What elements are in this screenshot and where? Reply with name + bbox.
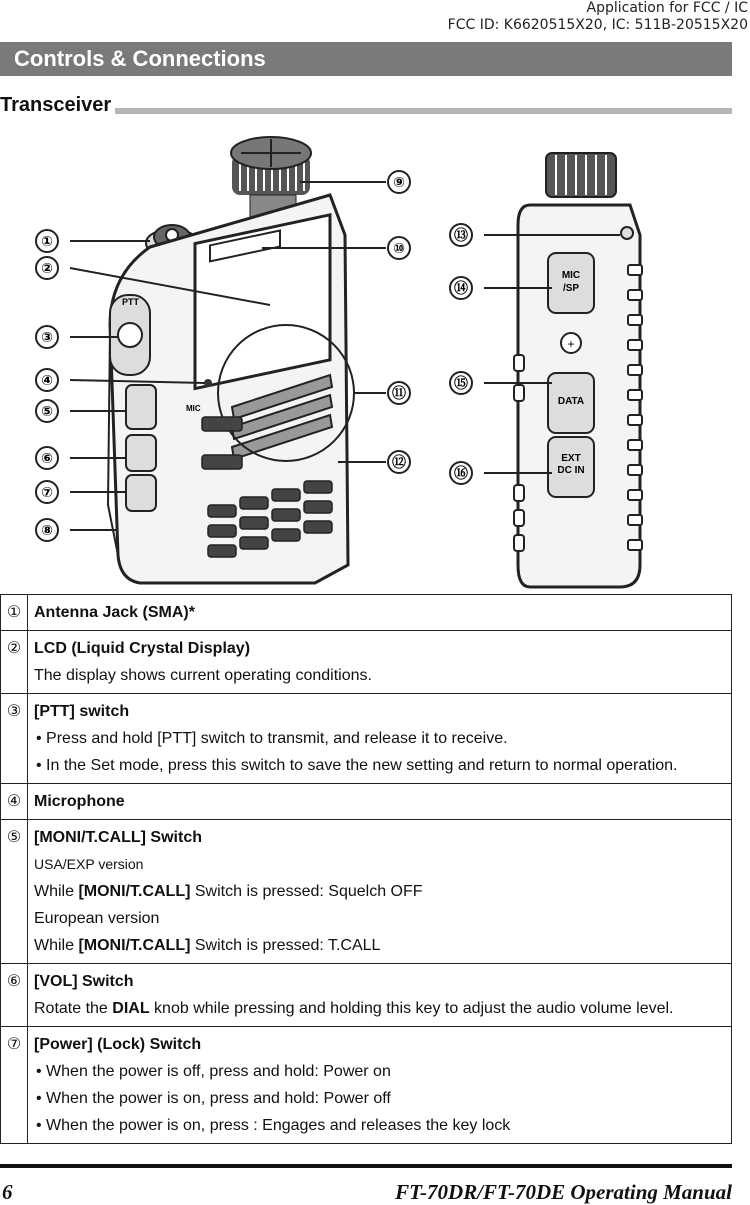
jack-ext-label-1: EXT — [561, 453, 581, 464]
table-row — [1, 595, 732, 631]
row-number: ④ — [1, 784, 28, 820]
row-number: ① — [1, 595, 28, 631]
jack-data-label: DATA — [557, 396, 585, 407]
callout-6: ⑥ — [41, 451, 53, 467]
callout-10: ⑩ — [393, 241, 405, 257]
callout-16: ⑯ — [454, 466, 468, 482]
table-row — [1, 1027, 732, 1144]
table-row — [1, 631, 732, 694]
section-banner — [0, 42, 732, 76]
row-bullet: • When the power is on, press : Engages and releases the key lock — [34, 1112, 725, 1139]
parts-table — [0, 594, 732, 1144]
table-row — [1, 694, 732, 784]
row-bullet: • Press and hold [PTT] switch to transmit, and release it to receive. — [34, 725, 725, 752]
row-title: [VOL] Switch — [34, 973, 134, 990]
row-number: ③ — [1, 694, 28, 784]
footer-rule — [0, 1164, 732, 1168]
callout-7: ⑦ — [41, 485, 53, 501]
manual-title: FT-70DR/FT-70DE Operating Manual — [395, 1180, 732, 1204]
row-title: LCD (Liquid Crystal Display) — [34, 640, 251, 657]
row-number: ⑦ — [1, 1027, 28, 1144]
row-title: [MONI/T.CALL] Switch — [34, 829, 202, 846]
row-number: ⑥ — [1, 964, 28, 1027]
table-row — [1, 784, 732, 820]
row-bullet: • In the Set mode, press this switch to save the new setting and return to normal operation. — [34, 752, 725, 779]
fcc-line-2: FCC ID: K6620515X20, IC: 511B-20515X20 — [447, 17, 748, 33]
table-row — [1, 820, 732, 964]
row-number: ② — [1, 631, 28, 694]
callout-4: ④ — [41, 373, 53, 389]
callout-11: ⑪ — [392, 386, 406, 402]
callout-3: ③ — [41, 330, 53, 346]
fcc-line-1: Application for FCC / IC — [586, 0, 748, 16]
transceiver-illustration — [0, 125, 750, 595]
side-view — [514, 153, 642, 587]
row-version-label: USA/EXP version — [34, 856, 144, 872]
svg-text:+: + — [567, 337, 575, 351]
row-version-label: European version — [34, 910, 160, 927]
jack-mic-label-2: /SP — [562, 283, 580, 294]
callout-1: ① — [41, 234, 53, 250]
row-text: While [MONI/T.CALL] Switch is pressed: T.CALL — [34, 937, 381, 954]
jack-mic-label-1: MIC — [561, 270, 581, 281]
row-text: While [MONI/T.CALL] Switch is pressed: Squelch OFF — [34, 883, 423, 900]
row-title: [PTT] switch — [34, 703, 130, 720]
jack-ext-label-2: DC IN — [557, 465, 585, 476]
section-title: Controls & Connections — [14, 46, 266, 71]
row-bullet: • When the power is off, press and hold: Power on — [34, 1058, 725, 1085]
callout-9: ⑨ — [393, 175, 405, 191]
callout-14: ⑭ — [454, 281, 468, 297]
row-text: Rotate the DIAL knob while pressing and holding this key to adjust the audio volume level. — [34, 1000, 674, 1017]
row-number: ⑤ — [1, 820, 28, 964]
row-bullet: • When the power is on, press and hold: Power off — [34, 1085, 725, 1112]
callout-15: ⑮ — [454, 376, 468, 392]
table-row — [1, 964, 732, 1027]
row-title: Microphone — [34, 793, 125, 810]
page-number: 6 — [2, 1180, 13, 1204]
subsection-heading — [0, 94, 732, 118]
row-title: Antenna Jack (SMA)* — [34, 604, 195, 621]
callout-2: ② — [41, 261, 53, 277]
mic-label: MIC — [186, 404, 201, 413]
fcc-header — [448, 0, 748, 34]
row-text: The display shows current operating conditions. — [34, 667, 372, 684]
callout-8: ⑧ — [41, 523, 53, 539]
ptt-label: PTT — [122, 297, 139, 307]
subsection-title: Transceiver — [0, 94, 115, 117]
callout-13: ⑬ — [454, 228, 468, 244]
callout-5: ⑤ — [41, 404, 53, 420]
callout-12: ⑫ — [392, 455, 406, 471]
row-title: [Power] (Lock) Switch — [34, 1036, 202, 1053]
